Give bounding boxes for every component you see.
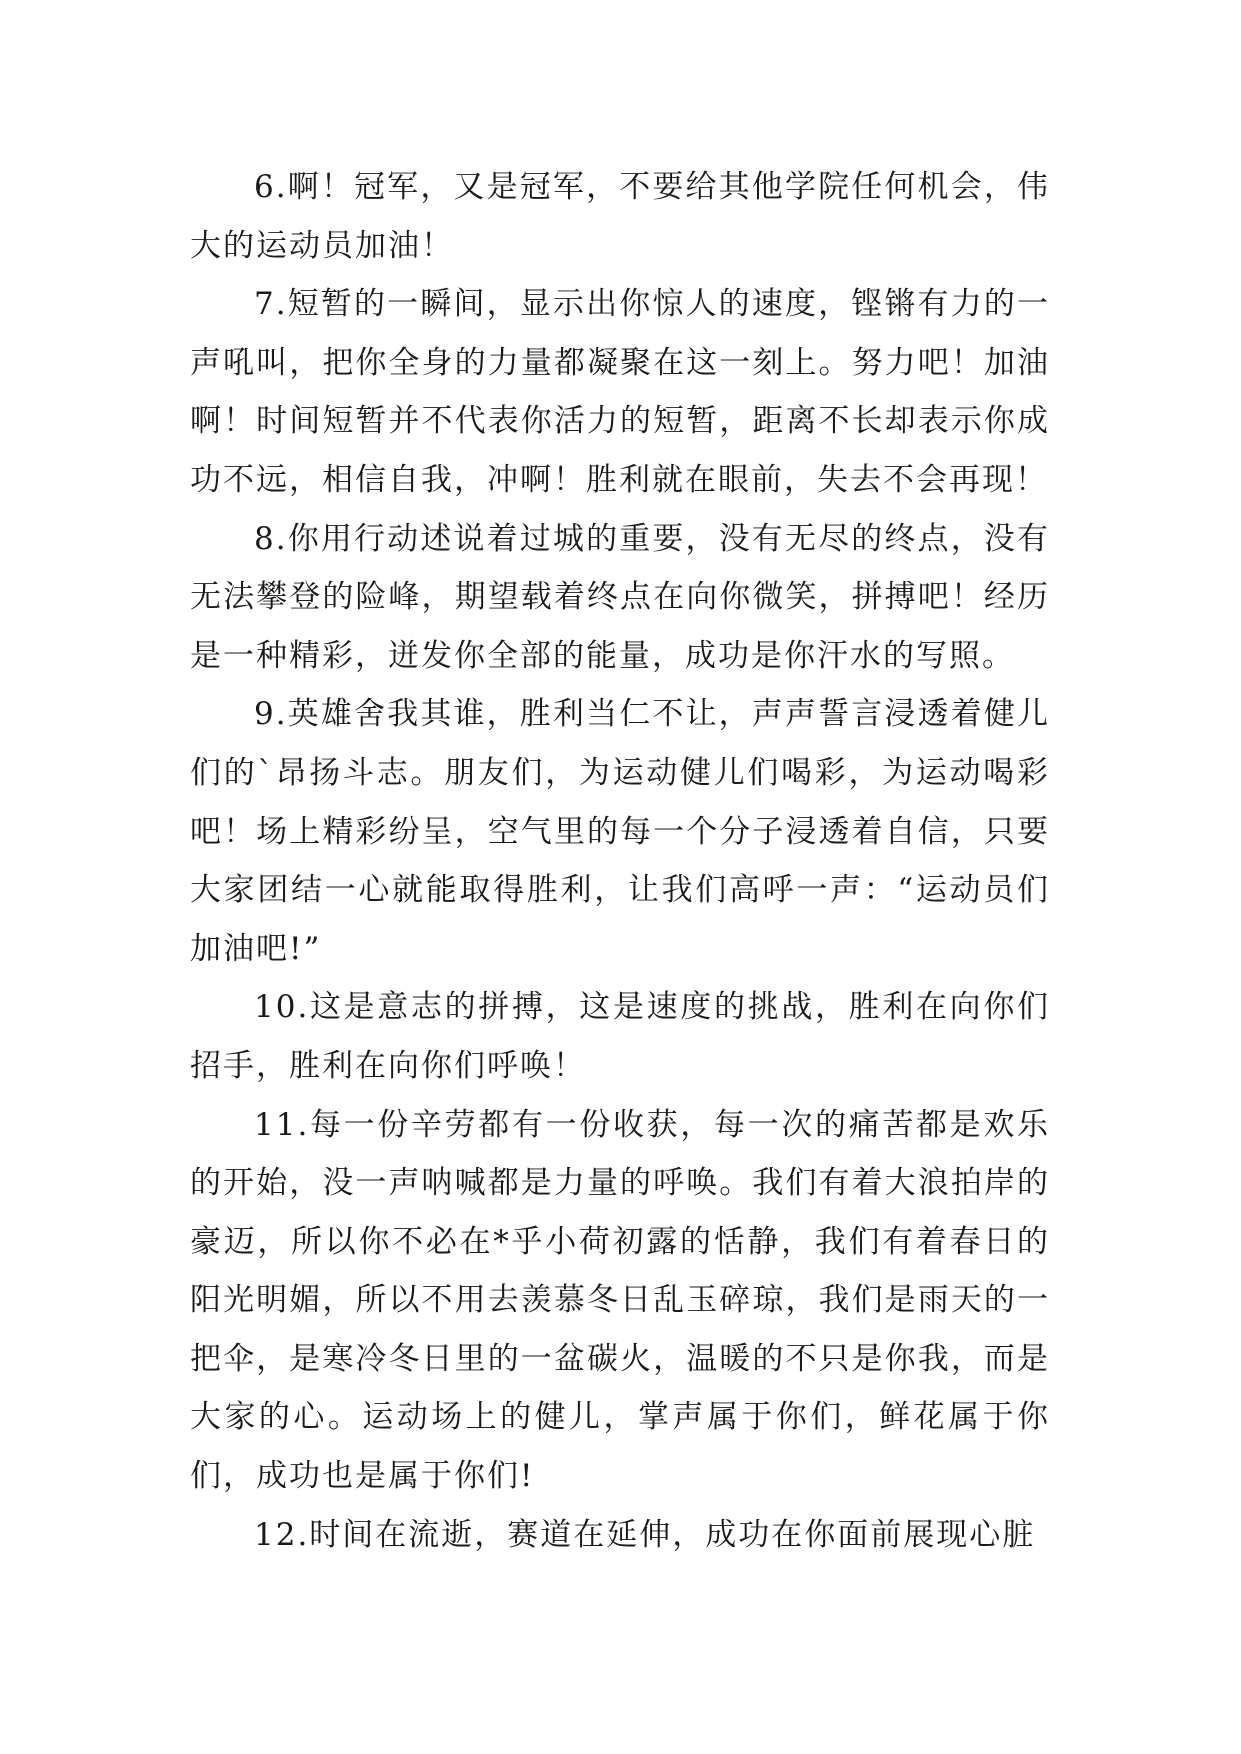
document-body	[190, 158, 1050, 1564]
paragraph-6: 6.啊！冠军，又是冠军，不要给其他学院任何机会，伟大的运动员加油！	[190, 169, 1050, 264]
paragraph-10: 10.这是意志的拼搏，这是速度的挑战，胜利在向你们招手，胜利在向你们呼唤！	[190, 989, 1050, 1084]
paragraph-7: 7.短暂的一瞬间，显示出你惊人的速度，铿锵有力的一声吼叫，把你全身的力量都凝聚在这一刻上。努力吧！加油啊！时间短暂并不代表你活力的短暂，距离不长却表示你成功不远，相信自我，冲啊！胜利就在眼前，失去不会再现！	[190, 286, 1050, 498]
paragraph-9: 9.英雄舍我其谁，胜利当仁不让，声声誓言浸透着健儿们的`昂扬斗志。朋友们，为运动健儿们喝彩，为运动喝彩吧！场上精彩纷呈，空气里的每一个分子浸透着自信，只要大家团结一心就能取得胜利，让我们高呼一声：“运动员们加油吧!”	[190, 696, 1050, 967]
paragraph-11: 11.每一份辛劳都有一份收获，每一次的痛苦都是欢乐的开始，没一声呐喊都是力量的呼唤。我们有着大浪拍岸的豪迈，所以你不必在*乎小荷初露的恬静，我们有着春日的阳光明媚，所以不用去羡慕冬日乱玉碎琼，我们是雨天的一把伞，是寒冷冬日里的一盆碳火，温暖的不只是你我，而是大家的心。运动场上的健儿，掌声属于你们，鲜花属于你们，成功也是属于你们!	[190, 1106, 1050, 1495]
paragraph-8: 8.你用行动述说着过城的重要，没有无尽的终点，没有无法攀登的险峰，期望载着终点在向你微笑，拼搏吧！经历是一种精彩，迸发你全部的能量，成功是你汗水的写照。	[190, 520, 1050, 674]
paragraph-12: 12.时间在流逝，赛道在延伸，成功在你面前展现心脏	[254, 1516, 1036, 1553]
